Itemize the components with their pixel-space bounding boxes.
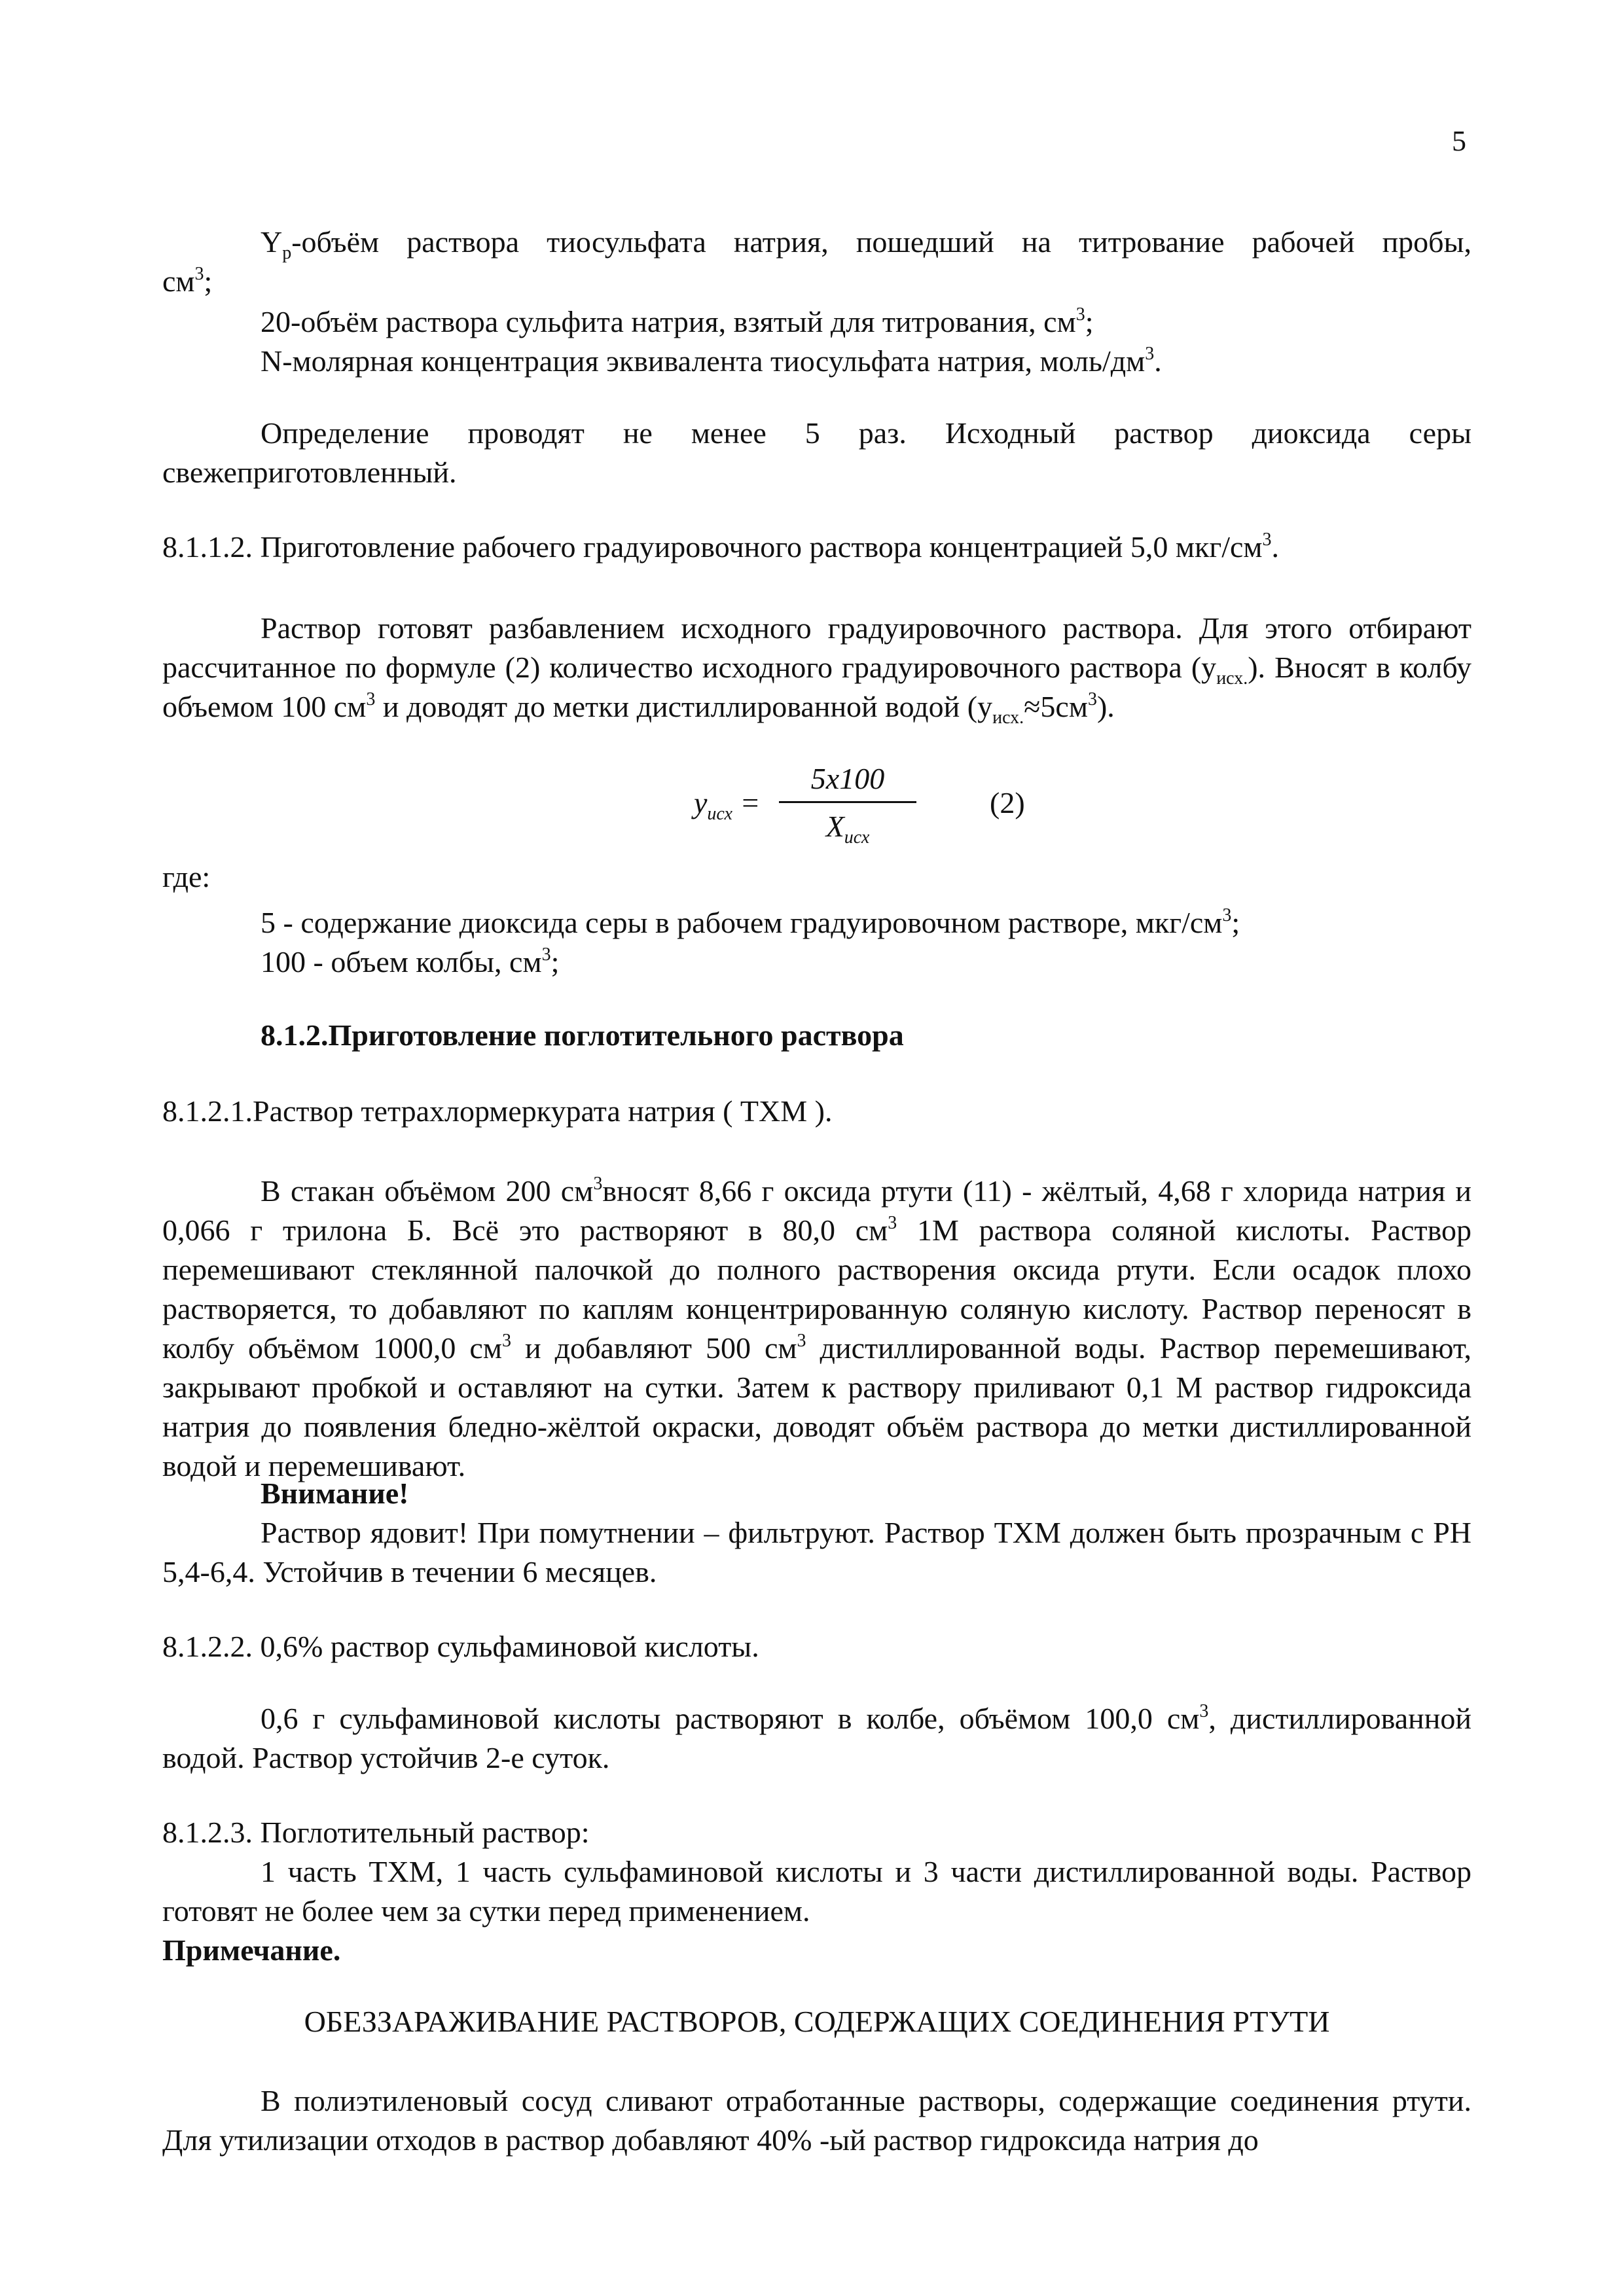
note-label: Примечание. bbox=[162, 1933, 341, 1967]
formula-2 bbox=[694, 759, 1060, 857]
where-item-2: 100 - объем колбы, $см^3$; bbox=[261, 944, 560, 978]
section-8-1-2-2-title: 8.1.2.2. 0,6% раствор сульфаминовой кислоты. bbox=[162, 1630, 759, 1663]
section-8-1-1-2-title: 8.1.1.2. Приготовление рабочего градуировочного раствора концентрацией 5,0 мкг/$см^3$. bbox=[162, 529, 1280, 564]
definition-normality: N-молярная концентрация эквивалента тиосульфата натрия, моль/$дм^3$. bbox=[261, 343, 1162, 378]
page-number: 5 bbox=[1452, 125, 1466, 157]
definition-sulfite: 20-объём раствора сульфита натрия, взятый для титрования, $см^3$; bbox=[261, 304, 1094, 338]
preparation-paragraph: Раствор готовят разбавлением исходного градуировочного раствора. Для этого отбирают рассчитанное по формуле (2) количество исходного градуировочного раствора $(у_{исх.})$. Вносят в колбу объемом 100 $см^3$ и доводят до метки дистиллированной водой $(у_{исх.}\approx 5см^3)$. bbox=[162, 611, 1471, 728]
formula-denominator: $X_{исх}$ bbox=[825, 810, 870, 848]
formula-lhs: $y_{исх}$ = bbox=[694, 786, 761, 825]
absorbent-paragraph: 1 часть ТХМ, 1 часть сульфаминовой кислоты и 3 части дистиллированной воды. Раствор готовят не более чем за сутки перед применением. bbox=[162, 1855, 1471, 1928]
where-label: где: bbox=[162, 860, 211, 893]
section-8-1-2-3-title: 8.1.2.3. Поглотительный раствор: bbox=[162, 1816, 590, 1849]
determination-paragraph: Определение проводят не менее 5 раз. Исходный раствор диоксида серы свежеприготовленный. bbox=[162, 416, 1471, 489]
sulfamic-paragraph: 0,6 г сульфаминовой кислоты растворяют в колбе, объёмом 100,0 $см^3$, дистиллированной водой. Раствор устойчив 2-е суток. bbox=[162, 1700, 1471, 1774]
txm-paragraph: В стакан объёмом 200 $см^3вносят$ 8,66 г оксида ртути (11) - жёлтый, 4,68 г хлорида натрия и 0,066 г трилона Б. Всё это растворяют в 80,0 $см^3$ 1М раствора соляной кислоты. Раствор перемешивают стеклянной палочкой до полного растворения оксида ртути. Если осадок плохо растворяется, то добавляют по каплям концентрированную соляную кислоту. Раствор переносят в колбу объёмом 1000,0 $см^3$ и добавляют 500 $см^3$ дистиллированной воды. Раствор перемешивают, закрывают пробкой и оставляют на сутки. Затем к раствору приливают 0,1 М раствор гидроксида натрия до появления бледно-жёлтой окраски, доводят объём раствора до метки дистиллированной водой и перемешивают. bbox=[162, 1173, 1472, 1482]
disinfection-title: ОБЕЗЗАРАЖИВАНИЕ РАСТВОРОВ, СОДЕРЖАЩИХ СОЕДИНЕНИЯ РТУТИ bbox=[304, 2005, 1330, 2038]
formula-number: (2) bbox=[990, 786, 1025, 819]
section-8-1-2-1-title: 8.1.2.1.Раствор тетрахлормеркурата натрия ( ТХМ ). bbox=[162, 1094, 833, 1128]
attention-paragraph: Раствор ядовит! При помутнении – фильтруют. Раствор ТХМ должен быть прозрачным с РН 5,4-6,4. Устойчив в течении 6 месяцев. bbox=[162, 1516, 1471, 1588]
definition-vp-unit: $см^3$; bbox=[162, 263, 213, 298]
fraction-bar bbox=[779, 801, 916, 803]
section-8-1-2-title: 8.1.2.Приготовление поглотительного раствора bbox=[261, 1018, 904, 1052]
formula-fraction bbox=[779, 759, 916, 846]
where-item-1: 5 - содержание диоксида серы в рабочем градуировочном растворе, мкг/$см^3$; bbox=[261, 905, 1240, 939]
disinfection-paragraph: В полиэтиленовый сосуд сливают отработанные растворы, содержащие соединения ртути. Для утилизации отходов в раствор добавляют 40% -ый раствор гидроксида натрия до bbox=[162, 2084, 1471, 2157]
definition-vp: $Y_р$-объём раствора тиосульфата натрия, пошедший на титрование рабочей пробы, bbox=[261, 225, 1471, 264]
attention-label: Внимание! bbox=[261, 1477, 409, 1510]
formula-numerator: 5x100 bbox=[810, 762, 885, 795]
